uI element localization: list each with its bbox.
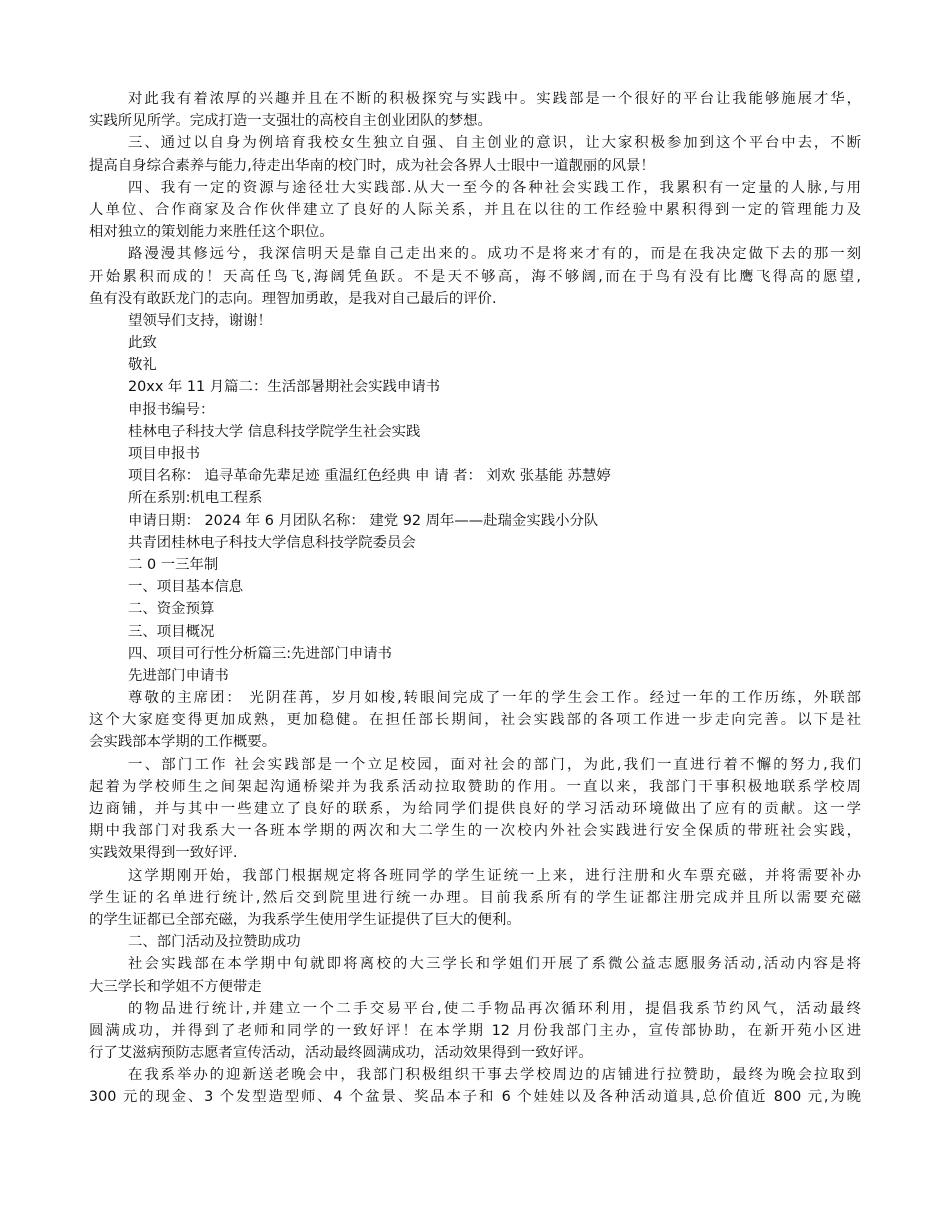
text-line: 二、资金预算	[128, 601, 215, 618]
text-line: 三、项目概况	[128, 623, 215, 640]
text-line: 学生证的名单进行统计,然后交到院里进行统一办理。目前我系所有的学生证都注册完成并且所以需要充磁	[89, 889, 861, 906]
document-body	[89, 88, 861, 1109]
text-line: 二 0 一三年制	[128, 556, 219, 573]
text-line: 桂林电子科技大学 信息科技学院学生社会实践	[128, 423, 421, 440]
text-line: 300 元的现金、3 个发型造型师、4 个盆景、奖品本子和 6 个娃娃以及各种活动道具,总价值近 800 元,为晚	[89, 1089, 861, 1106]
text-line: 边商铺，并与其中一些建立了良好的联系，为给同学们提供良好的学习活动环境做出了应有的贡献。这一学	[89, 801, 861, 817]
text-line: 申请日期： 2024 年 6 月团队名称： 建党 92 周年——赴瑞金实践小分队	[128, 512, 599, 529]
text-line: 对此我有着浓厚的兴趣并且在不断的积极探究与实践中。实践部是一个很好的平台让我能够施展才华，	[128, 91, 861, 107]
text-line: 会实践部本学期的工作概要。	[89, 734, 277, 751]
text-line: 所在系别:机电工程系	[128, 490, 263, 507]
text-line: 提高自身综合素养与能力,待走出华南的校门时，成为社会各界人士眼中一道靓丽的风景！	[89, 157, 655, 174]
text-line: 社会实践部在本学期中旬就即将离校的大三学长和学姐们开展了系微公益志愿服务活动,活动内容是将	[128, 956, 861, 973]
text-line: 圆满成功，并得到了老师和同学的一致好评！在本学期 12 月份我部门主办，宣传部协助，在新开苑小区进	[89, 1022, 861, 1039]
text-line: 这个大家庭变得更加成熟，更加稳健。在担任部长期间，社会实践部的各项工作进一步走向完善。以下是社	[89, 712, 861, 729]
text-line: 项目名称： 追寻革命先辈足迹 重温红色经典 申 请 者： 刘欢 张基能 苏慧婷	[128, 468, 611, 485]
text-line: 四、项目可行性分析篇三:先进部门申请书	[128, 645, 392, 662]
text-line: 共青团桂林电子科技大学信息科技学院委员会	[128, 534, 416, 551]
text-line: 二、部门活动及拉赞助成功	[128, 934, 301, 951]
text-line: 在我系举办的迎新送老晚会中，我部门积极组织干事去学校周边的店铺进行拉赞助，最终为晚会拉取到	[128, 1067, 861, 1084]
text-line: 三、通过以自身为例培育我校女生独立自强、自主创业的意识，让大家积极参加到这个平台中去，不断	[128, 135, 861, 152]
text-line: 起着为学校师生之间架起沟通桥梁并为我系活动拉取赞助的作用。一直以来，我部门干事积极地联系学校周	[89, 778, 861, 795]
text-line: 的学生证都已全部充磁，为我系学生使用学生证提供了巨大的便利。	[89, 911, 521, 928]
text-line: 开始累积而成的！天高任鸟飞,海阔凭鱼跃。不是天不够高，海不够阔,而在于鸟有没有比鹰飞得高的愿望,	[89, 268, 861, 285]
text-line: 实践效果得到一致好评.	[89, 845, 238, 862]
text-line: 人单位、合作商家及合作伙伴建立了良好的人际关系，并且在以往的工作经验中累积得到一定的管理能力及	[89, 201, 861, 218]
text-line: 行了艾滋病预防志愿者宣传活动，活动最终圆满成功，活动效果得到一致好评。	[89, 1045, 593, 1062]
text-line: 20xx 年 11 月篇二：生活部暑期社会实践申请书	[128, 379, 441, 396]
text-line: 一、部门工作 社会实践部是一个立足校园，面对社会的部门，为此,我们一直进行着不懈的努力,我们	[128, 756, 861, 773]
text-line: 一、项目基本信息	[128, 579, 244, 596]
text-line: 申报书编号：	[128, 401, 215, 418]
text-line: 敬礼	[128, 357, 157, 374]
text-line: 尊敬的主席团： 光阴荏苒，岁月如梭,转眼间完成了一年的学生会工作。经过一年的工作历练，外联部	[128, 690, 861, 707]
text-line: 这学期刚开始，我部门根据规定将各班同学的学生证统一上来，进行注册和火车票充磁，并将需要补办	[128, 867, 861, 884]
text-line: 的物品进行统计,并建立一个二手交易平台,使二手物品再次循环利用，提倡我系节约风气，活动最终	[128, 1000, 861, 1017]
text-line: 相对独立的策划能力来胜任这个职位。	[89, 224, 334, 241]
text-line: 鱼有没有敢跃龙门的志向。理智加勇敢，是我对自己最后的评价.	[89, 290, 497, 307]
text-line: 项目申报书	[128, 446, 200, 462]
text-line: 实践所见所学。完成打造一支强壮的高校自主创业团队的梦想。	[89, 113, 492, 130]
text-line: 大三学长和学姐不方便带走	[89, 978, 262, 995]
text-line: 路漫漫其修远兮，我深信明天是靠自己走出来的。成功不是将来才有的，而是在我决定做下去的那一刻	[128, 246, 861, 263]
text-line: 四、我有一定的资源与途径壮大实践部.从大一至今的各种社会实践工作，我累积有一定量的人脉,与用	[128, 179, 861, 196]
text-line: 望领导们支持，谢谢！	[128, 312, 272, 329]
text-line: 先进部门申请书	[128, 667, 229, 684]
text-line: 期中我部门对我系大一各班本学期的两次和大二学生的一次校内外社会实践进行安全保质的带班社会实践，	[89, 823, 861, 840]
text-line: 此致	[128, 335, 157, 352]
